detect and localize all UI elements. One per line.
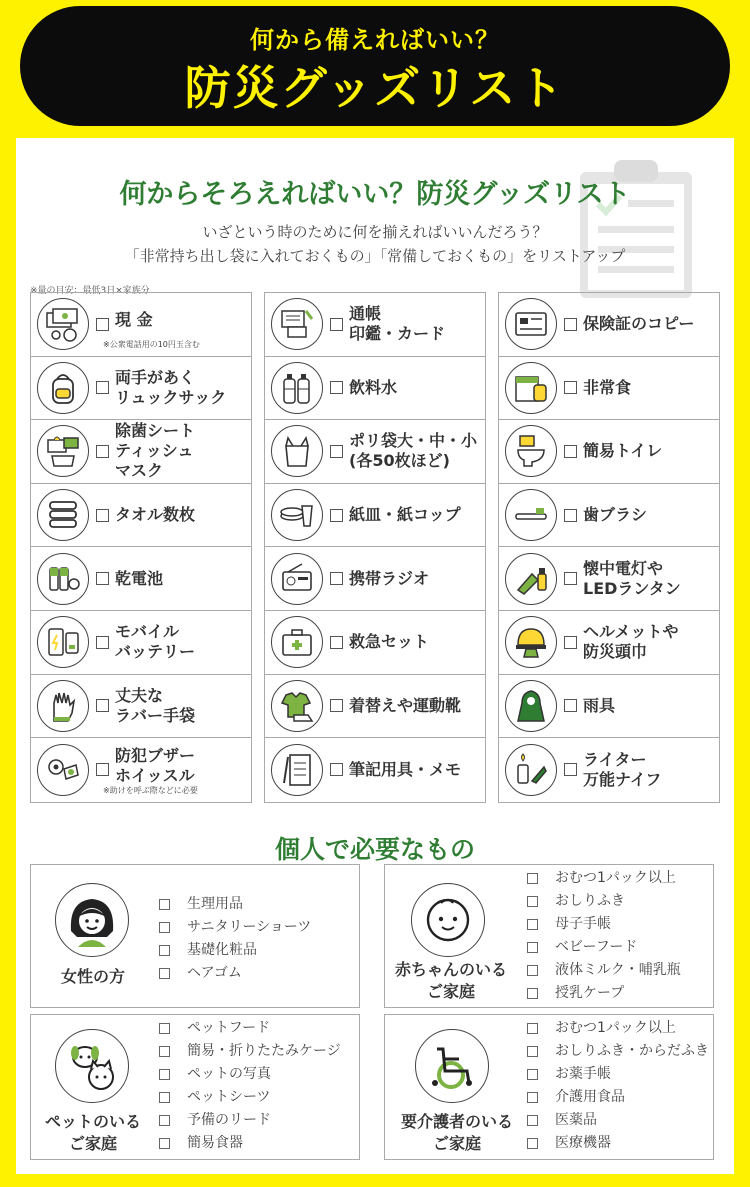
- checklist: [527, 1017, 709, 1155]
- mobile-battery-icon: [37, 616, 89, 668]
- checklist-item: [527, 890, 681, 913]
- group-label: 要介護者のいる ご家庭: [400, 1112, 513, 1153]
- personal-group-women: [30, 864, 360, 1008]
- checklist-item: [159, 893, 311, 916]
- goods-item: [31, 738, 251, 802]
- checkbox[interactable]: [330, 381, 343, 394]
- backpack-icon: [37, 362, 89, 414]
- goods-item-label: 紙皿・紙コップ: [349, 505, 461, 525]
- checklist-item: [159, 1132, 341, 1155]
- checklist-item: [527, 936, 681, 959]
- checklist-item-label: おむつ1パック以上: [555, 870, 676, 886]
- checkbox[interactable]: [564, 509, 577, 522]
- checkbox[interactable]: [527, 1023, 538, 1034]
- goods-item-label: 両手があく リュックサック: [115, 367, 227, 407]
- toothbrush-icon: [505, 489, 557, 541]
- checkbox[interactable]: [527, 896, 538, 907]
- checkbox[interactable]: [330, 636, 343, 649]
- checkbox[interactable]: [159, 899, 170, 910]
- goods-item: [31, 611, 251, 675]
- checkbox[interactable]: [564, 572, 577, 585]
- pet-icon: [55, 1029, 129, 1103]
- intro-line-2: 「非常持ち出し袋に入れておくもの」「常備しておくもの」をリストアップ: [124, 247, 626, 265]
- checklist-item: [527, 913, 681, 936]
- checkbox[interactable]: [564, 445, 577, 458]
- goods-item: [31, 547, 251, 611]
- goods-column-2: [264, 292, 486, 803]
- checklist-item: [159, 962, 311, 985]
- goods-item-label: ヘルメットや 防災頭巾: [583, 622, 679, 662]
- goods-item: [499, 547, 719, 611]
- goods-item-label: 現 金: [115, 310, 153, 330]
- goods-item: [265, 357, 485, 421]
- intro-text: [16, 220, 734, 268]
- checkbox[interactable]: [527, 1092, 538, 1103]
- checkbox[interactable]: [527, 1069, 538, 1080]
- goods-item: [499, 484, 719, 548]
- goods-item: [31, 484, 251, 548]
- checklist-item-label: おむつ1パック以上: [555, 1020, 676, 1036]
- personal-group-caregiving: [384, 1014, 714, 1160]
- checkbox[interactable]: [96, 445, 109, 458]
- goods-item-label: モバイル バッテリー: [115, 622, 196, 662]
- checkbox[interactable]: [330, 572, 343, 585]
- baby-icon: [411, 883, 485, 957]
- goods-item: [499, 357, 719, 421]
- checkbox[interactable]: [330, 509, 343, 522]
- checklist-item-label: おしりふき・からだふき: [555, 1043, 709, 1059]
- checkbox[interactable]: [330, 445, 343, 458]
- header-banner: [20, 6, 730, 126]
- goods-item-label: 雨具: [583, 695, 616, 715]
- goods-item-label: 保険証のコピー: [583, 314, 695, 334]
- checklist-item-label: サニタリーショーツ: [187, 919, 312, 935]
- checkbox[interactable]: [527, 1138, 538, 1149]
- goods-column-1: [30, 292, 252, 803]
- checkbox[interactable]: [564, 318, 577, 331]
- checklist-item: [527, 1132, 709, 1155]
- goods-item-label: ポリ袋大・中・小 (各50枚ほど): [349, 431, 478, 471]
- goods-item: [499, 675, 719, 739]
- checklist-item-label: 介護用食品: [555, 1089, 625, 1105]
- header-subtitle: 何から備えればいい？: [250, 26, 500, 54]
- goods-item-label: ライター 万能ナイフ: [583, 749, 662, 789]
- bankbook-icon: [271, 298, 323, 350]
- goods-item: [499, 420, 719, 484]
- goods-item-label: 救急セット: [349, 632, 430, 652]
- goods-item-label: 通帳 印鑑・カード: [349, 304, 446, 344]
- memo-icon: [271, 744, 323, 796]
- toilet-icon: [505, 425, 557, 477]
- personal-group-pets: [30, 1014, 360, 1160]
- goods-item: [499, 293, 719, 357]
- checkbox[interactable]: [527, 1046, 538, 1057]
- wheelchair-icon: [415, 1029, 489, 1103]
- checklist-item-label: 簡易・折りたたみケージ: [187, 1043, 341, 1059]
- checkbox[interactable]: [96, 699, 109, 712]
- raincoat-icon: [505, 680, 557, 732]
- checklist-item-label: 母子手帳: [555, 916, 611, 932]
- goods-item: [31, 357, 251, 421]
- goods-item: [265, 738, 485, 802]
- checkbox[interactable]: [159, 1046, 170, 1057]
- goods-item: [31, 675, 251, 739]
- header-title: 防災グッズリスト: [184, 61, 566, 115]
- insurance-card-icon: [505, 298, 557, 350]
- goods-item-label: 飲料水: [349, 377, 398, 397]
- goods-item: [265, 293, 485, 357]
- emergency-food-icon: [505, 362, 557, 414]
- checkbox[interactable]: [330, 763, 343, 776]
- goods-item: [31, 420, 251, 484]
- checkbox[interactable]: [159, 1023, 170, 1034]
- goods-item-label: 筆記用具・メモ: [349, 759, 462, 779]
- checklist-item-label: 簡易食器: [187, 1135, 243, 1151]
- group-label: 赤ちゃんのいる ご家庭: [394, 960, 507, 1001]
- goods-item: [499, 738, 719, 802]
- checkbox[interactable]: [159, 1069, 170, 1080]
- checkbox[interactable]: [96, 572, 109, 585]
- checklist-item-label: お薬手帳: [555, 1066, 611, 1082]
- checkbox[interactable]: [159, 1115, 170, 1126]
- checkbox[interactable]: [96, 636, 109, 649]
- checkbox[interactable]: [159, 1138, 170, 1149]
- checklist-item: [527, 1063, 709, 1086]
- flashlight-icon: [505, 553, 557, 605]
- goods-item-label: 丈夫な ラバー手袋: [115, 685, 196, 725]
- personal-section-title: 個人で必要なもの: [274, 835, 475, 864]
- battery-icon: [37, 553, 89, 605]
- checkbox[interactable]: [96, 763, 109, 776]
- goods-item-label: タオル数枚: [115, 505, 196, 525]
- paper-plate-icon: [271, 489, 323, 541]
- checkbox[interactable]: [527, 942, 538, 953]
- goods-item-label: 防犯ブザー ホイッスル: [115, 745, 196, 785]
- checkbox[interactable]: [564, 381, 577, 394]
- tissue-mask-icon: [37, 425, 89, 477]
- checklist-item-label: ヘアゴム: [187, 965, 242, 981]
- checklist-item: [159, 939, 311, 962]
- lighter-knife-icon: [505, 744, 557, 796]
- checklist-item: [527, 1109, 709, 1132]
- first-aid-icon: [271, 616, 323, 668]
- goods-item-label: 歯ブラシ: [583, 505, 648, 525]
- checklist-item: [527, 1086, 709, 1109]
- checkbox[interactable]: [527, 873, 538, 884]
- clothes-shoes-icon: [271, 680, 323, 732]
- checkbox[interactable]: [527, 919, 538, 930]
- checkbox[interactable]: [564, 763, 577, 776]
- goods-item-note: ※公衆電話用の10円玉含む: [103, 339, 200, 349]
- checkbox[interactable]: [527, 965, 538, 976]
- checklist-item: [159, 1040, 341, 1063]
- checkbox[interactable]: [96, 381, 109, 394]
- checklist-item-label: 液体ミルク・哺乳瓶: [555, 962, 681, 978]
- checklist-item-label: ペットシーツ: [187, 1089, 271, 1105]
- group-label: 女性の方: [60, 967, 125, 986]
- checkbox[interactable]: [527, 988, 538, 999]
- helmet-icon: [505, 616, 557, 668]
- goods-item-label: 着替えや運動靴: [349, 695, 462, 715]
- checkbox[interactable]: [330, 699, 343, 712]
- checklist-item-label: 医薬品: [555, 1112, 597, 1128]
- checklist: [159, 1017, 341, 1155]
- group-label: ペットのいる ご家庭: [44, 1112, 141, 1153]
- checklist: [159, 893, 311, 985]
- woman-icon: [55, 883, 129, 957]
- checkbox[interactable]: [564, 636, 577, 649]
- checklist-item: [159, 1017, 341, 1040]
- checklist-item-label: 医療機器: [555, 1135, 611, 1151]
- radio-icon: [271, 553, 323, 605]
- checkbox[interactable]: [159, 1092, 170, 1103]
- checklist: [527, 867, 681, 1005]
- checklist-item-label: 授乳ケープ: [555, 985, 625, 1001]
- water-bottle-icon: [271, 362, 323, 414]
- cash-icon: [37, 298, 89, 350]
- goods-item-label: 乾電池: [115, 568, 164, 588]
- checklist-item: [527, 867, 681, 890]
- goods-item: [31, 293, 251, 357]
- checklist-item-label: ペットの写真: [187, 1066, 271, 1082]
- checklist-item-label: ペットフード: [187, 1020, 271, 1036]
- goods-item: [499, 611, 719, 675]
- checklist-item-label: 基礎化粧品: [187, 942, 257, 958]
- personal-group-baby: [384, 864, 714, 1008]
- checkbox[interactable]: [96, 509, 109, 522]
- checklist-item-label: おしりふき: [555, 893, 625, 909]
- content-panel: [16, 138, 734, 1174]
- quantity-note: ※量の目安：最低3日×家族分: [30, 286, 150, 296]
- goods-item: [265, 420, 485, 484]
- glove-icon: [37, 680, 89, 732]
- checklist-item: [527, 959, 681, 982]
- checklist-item: [159, 1086, 341, 1109]
- checklist-item: [159, 1063, 341, 1086]
- plastic-bag-icon: [271, 425, 323, 477]
- goods-item-label: 非常食: [583, 377, 632, 397]
- checklist-item-label: 生理用品: [187, 896, 243, 912]
- checkbox[interactable]: [159, 968, 170, 979]
- goods-item: [265, 484, 485, 548]
- intro-line-1: いざという時のために何を揃えればいいんだろう？: [202, 223, 548, 241]
- checkbox[interactable]: [159, 922, 170, 933]
- checklist-item: [527, 1017, 709, 1040]
- checkbox[interactable]: [564, 699, 577, 712]
- goods-item-note: ※助けを呼ぶ際などに必要: [103, 785, 198, 795]
- checklist-item: [527, 1040, 709, 1063]
- checkbox[interactable]: [96, 318, 109, 331]
- panel-title: 何からそろえればいい？防災グッズリスト: [119, 179, 631, 210]
- goods-item: [265, 547, 485, 611]
- goods-item-label: 除菌シート ティッシュ マスク: [115, 421, 196, 481]
- checkbox[interactable]: [527, 1115, 538, 1126]
- checklist-item-label: 予備のリード: [187, 1112, 271, 1128]
- goods-column-3: [498, 292, 720, 803]
- checklist-item: [159, 916, 311, 939]
- goods-item: [265, 675, 485, 739]
- checklist-item: [527, 982, 681, 1005]
- checklist-item-label: ベビーフード: [555, 939, 638, 955]
- checklist-item: [159, 1109, 341, 1132]
- checkbox[interactable]: [159, 945, 170, 956]
- whistle-icon: [37, 744, 89, 796]
- goods-item-label: 携帯ラジオ: [349, 568, 430, 588]
- goods-item-label: 簡易トイレ: [583, 441, 663, 461]
- checkbox[interactable]: [330, 318, 343, 331]
- goods-item: [265, 611, 485, 675]
- goods-item-label: 懐中電灯や LEDランタン: [583, 558, 681, 598]
- towel-icon: [37, 489, 89, 541]
